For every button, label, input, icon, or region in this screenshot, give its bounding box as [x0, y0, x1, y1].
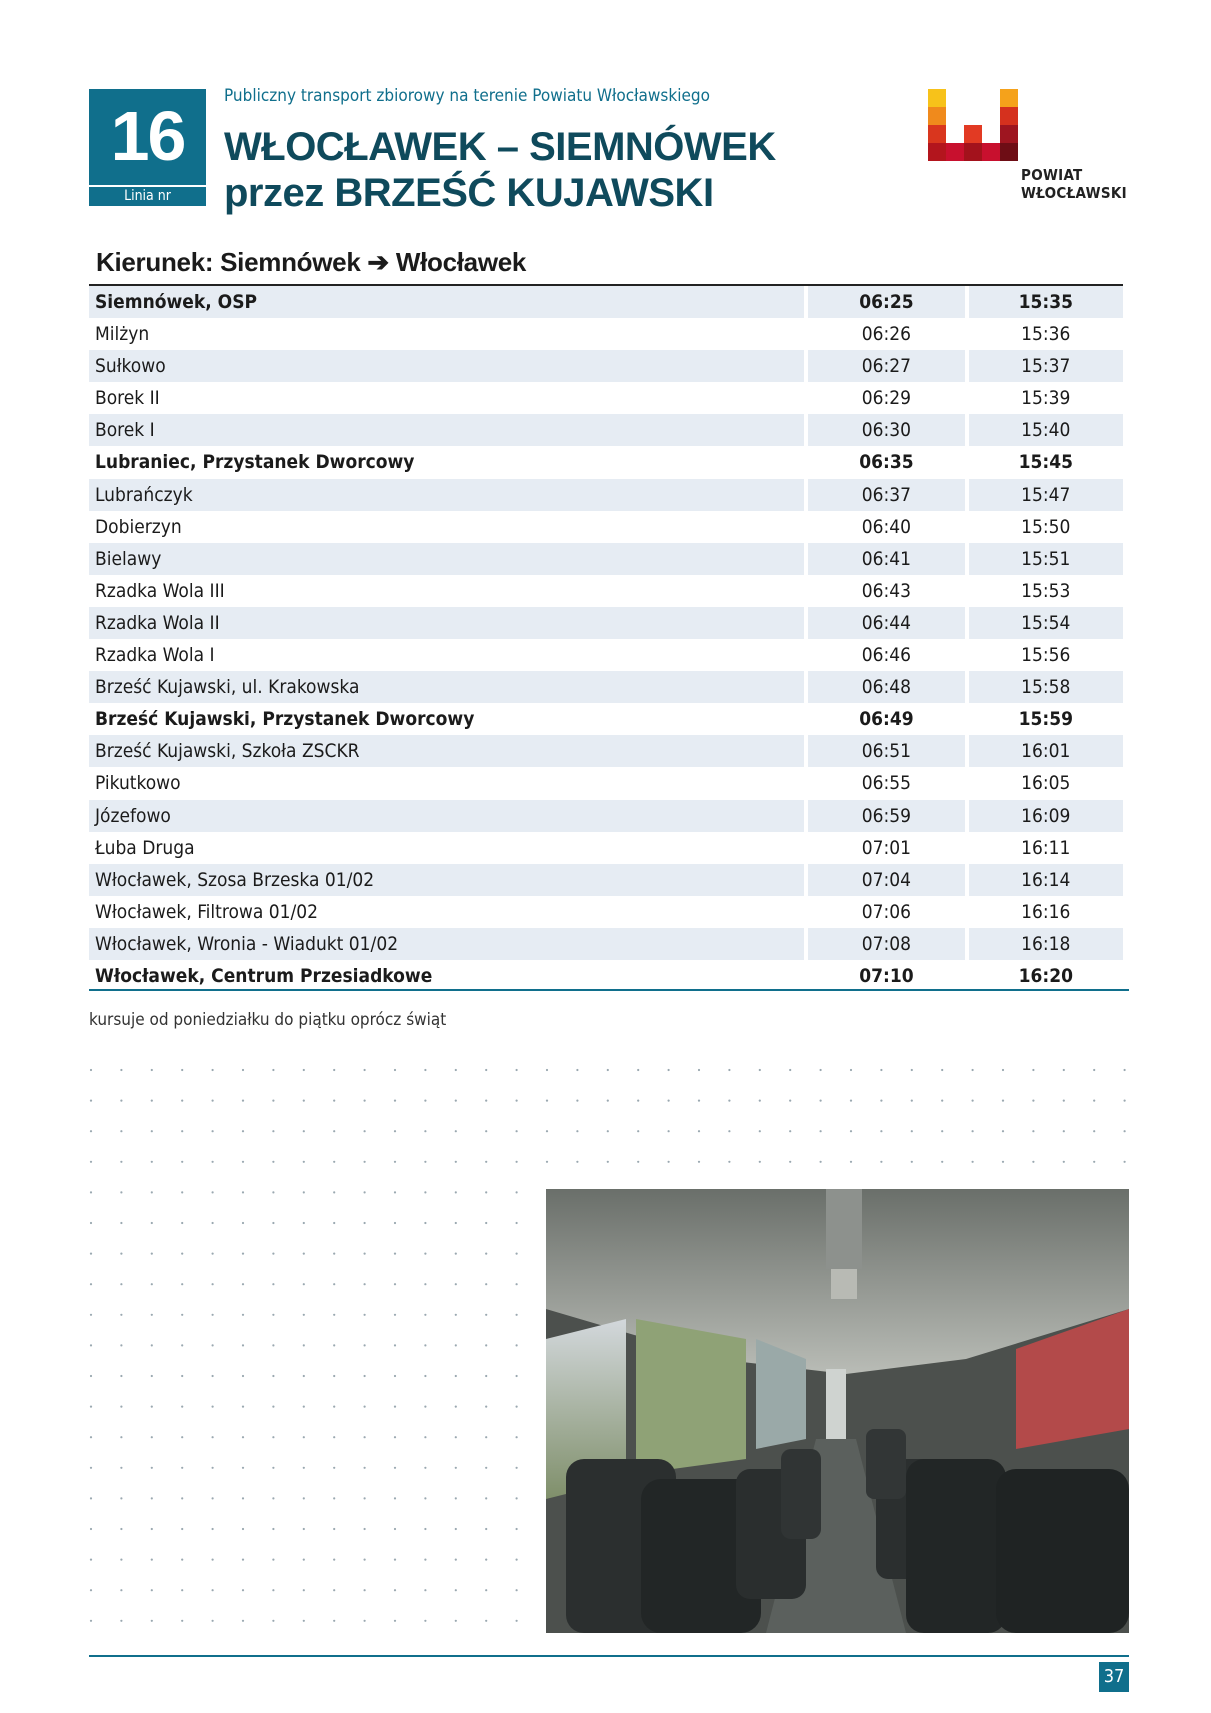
- departure-time-1: 06:55: [861, 772, 912, 795]
- departure-time-1: 07:06: [861, 900, 912, 923]
- departure-time-1: 07:04: [808, 864, 964, 896]
- table-row: [89, 479, 1123, 511]
- departure-time-1: 06:46: [861, 644, 912, 667]
- departure-time-1: 07:10: [859, 964, 914, 987]
- stop-name: Włocławek, Szosa Brzeska 01/02: [89, 864, 804, 896]
- stop-name: Brześć Kujawski, Przystanek Dworcowy: [95, 708, 475, 731]
- departure-time-2: 16:16: [1021, 900, 1071, 923]
- departure-time-1: 06:37: [808, 479, 964, 511]
- departure-time-2: 15:53: [1021, 579, 1071, 602]
- line-caption: Linia nr: [89, 185, 206, 206]
- departure-time-1: 07:01: [861, 836, 912, 859]
- departure-time-1: 06:35: [859, 451, 914, 474]
- departure-time-2: 15:56: [1021, 644, 1071, 667]
- page-subtitle: Publiczny transport zbiorowy na terenie Powiatu Włocławskiego: [224, 86, 710, 106]
- line-number: 16: [110, 97, 185, 175]
- table-row: [89, 414, 1123, 446]
- table-row: [89, 832, 1123, 864]
- departure-time-1: 06:44: [808, 607, 964, 639]
- table-row: [89, 382, 1123, 414]
- stop-name: Józefowo: [89, 800, 804, 832]
- footer-rule: [89, 1655, 1129, 1657]
- departure-time-2: 15:39: [1021, 387, 1071, 410]
- table-row: [89, 639, 1123, 671]
- stop-name: Lubrańczyk: [89, 479, 804, 511]
- table-row: [89, 286, 1123, 318]
- departure-time-2: 16:09: [969, 800, 1123, 832]
- departure-time-2: 16:18: [969, 928, 1123, 960]
- departure-time-1: 06:41: [808, 543, 964, 575]
- stop-name: Łuba Druga: [95, 836, 195, 859]
- stop-name: Włocławek, Filtrowa 01/02: [95, 900, 319, 923]
- departure-time-1: 06:40: [861, 515, 912, 538]
- departure-time-1: 06:59: [808, 800, 964, 832]
- departure-time-2: 15:54: [969, 607, 1123, 639]
- departure-time-1: 06:48: [808, 671, 964, 703]
- departure-time-2: 15:58: [969, 671, 1123, 703]
- stop-name: Brześć Kujawski, Szkoła ZSCKR: [89, 735, 804, 767]
- departure-time-2: 15:59: [1018, 708, 1074, 731]
- bus-interior-photo: [546, 1189, 1129, 1633]
- stop-name: Włocławek, Centrum Przesiadkowe: [95, 964, 433, 987]
- departure-time-2: 15:35: [969, 286, 1123, 318]
- table-row: [89, 607, 1123, 639]
- table-row: [89, 896, 1123, 928]
- stop-name: Rzadka Wola III: [95, 579, 225, 602]
- stop-name: Bielawy: [89, 543, 804, 575]
- departure-time-2: 15:50: [1021, 515, 1071, 538]
- table-row: [89, 864, 1123, 896]
- route-title: [224, 124, 776, 216]
- table-row: [89, 960, 1123, 992]
- stop-name: Rzadka Wola II: [89, 607, 804, 639]
- departure-time-1: 06:49: [859, 708, 914, 731]
- table-bottom-rule: [89, 989, 1129, 991]
- route-title-line2: przez BRZEŚĆ KUJAWSKI: [224, 171, 714, 215]
- departure-time-1: 06:51: [808, 735, 964, 767]
- logo-text-line1: POWIAT: [1021, 166, 1083, 184]
- stop-name: Dobierzyn: [95, 515, 182, 538]
- stop-name: Borek II: [95, 387, 160, 410]
- departure-time-2: 16:14: [969, 864, 1123, 896]
- departure-time-1: 06:27: [808, 350, 964, 382]
- table-row: [89, 318, 1123, 350]
- departure-time-2: 16:11: [1021, 836, 1071, 859]
- table-row: [89, 800, 1123, 832]
- departure-time-2: 15:37: [969, 350, 1123, 382]
- departure-time-1: 06:43: [861, 579, 912, 602]
- departure-time-1: 06:29: [861, 387, 912, 410]
- service-note: kursuje od poniedziałku do piątku oprócz świąt: [89, 1010, 447, 1030]
- table-row: [89, 671, 1123, 703]
- table-row: [89, 703, 1123, 735]
- timetable: [89, 286, 1123, 992]
- stop-name: Milżyn: [95, 323, 150, 346]
- direction-heading: Kierunek: Siemnówek ➔ Włocławek: [96, 247, 527, 277]
- stop-name: Lubraniec, Przystanek Dworcowy: [95, 451, 415, 474]
- departure-time-2: 15:47: [969, 479, 1123, 511]
- page-number: 37: [1099, 1662, 1129, 1692]
- departure-time-2: 16:01: [969, 735, 1123, 767]
- table-row: [89, 575, 1123, 607]
- table-row: [89, 511, 1123, 543]
- logo-text-line2: WŁOCŁAWSKI: [1021, 184, 1127, 202]
- stop-name: Sułkowo: [89, 350, 804, 382]
- stop-name: Włocławek, Wronia - Wiadukt 01/02: [89, 928, 804, 960]
- line-number-badge: [89, 89, 206, 206]
- table-row: [89, 543, 1123, 575]
- stop-name: Borek I: [89, 414, 804, 446]
- departure-time-1: 06:26: [861, 323, 912, 346]
- table-row: [89, 767, 1123, 799]
- departure-time-2: 15:51: [969, 543, 1123, 575]
- departure-time-1: 06:30: [808, 414, 964, 446]
- table-row: [89, 350, 1123, 382]
- stop-name: Rzadka Wola I: [95, 644, 215, 667]
- departure-time-2: 15:40: [969, 414, 1123, 446]
- table-row: [89, 446, 1123, 478]
- stop-name: Siemnówek, OSP: [89, 286, 804, 318]
- powiat-logo-icon: [928, 89, 1068, 169]
- logo-text: [1021, 166, 1127, 202]
- departure-time-2: 15:36: [1021, 323, 1071, 346]
- stop-name: Brześć Kujawski, ul. Krakowska: [89, 671, 804, 703]
- table-row: [89, 928, 1123, 960]
- departure-time-2: 16:05: [1021, 772, 1071, 795]
- route-title-line1: WŁOCŁAWEK – SIEMNÓWEK: [224, 125, 776, 169]
- table-row: [89, 735, 1123, 767]
- departure-time-1: 07:08: [808, 928, 964, 960]
- stop-name: Pikutkowo: [95, 772, 181, 795]
- departure-time-1: 06:25: [808, 286, 964, 318]
- departure-time-2: 15:45: [1018, 451, 1074, 474]
- departure-time-2: 16:20: [1018, 964, 1074, 987]
